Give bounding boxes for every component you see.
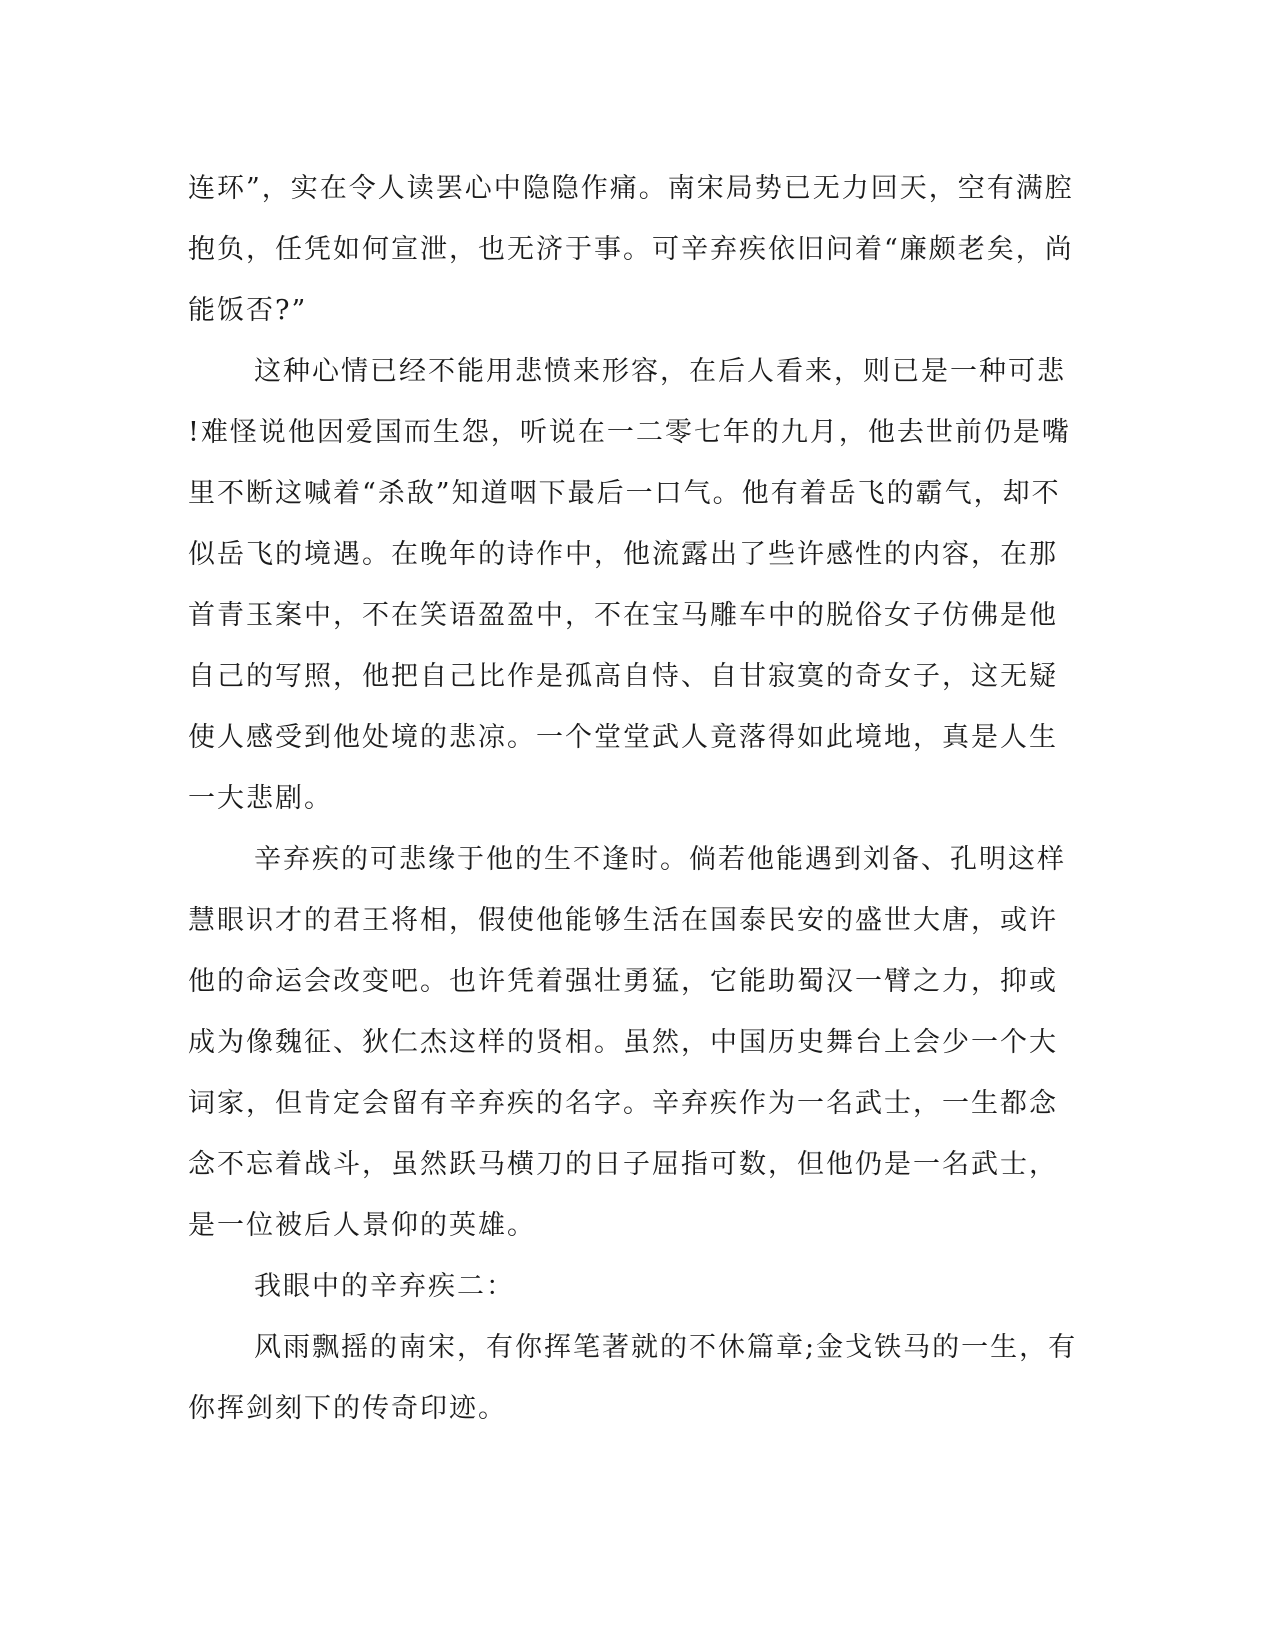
paragraph-start-line: 这种心情已经不能用悲愤来形容，在后人看来，则已是一种可悲 [254,356,1066,387]
text-line: 使人感受到他处境的悲凉。一个堂堂武人竟落得如此境地，真是人生 [188,722,1058,753]
text-line: 是一位被后人景仰的英雄。 [188,1210,536,1241]
text-line: 他的命运会改变吧。也许凭着强壮勇猛，它能助蜀汉一臂之力，抑或 [188,966,1058,997]
text-line: 词家，但肯定会留有辛弃疾的名字。辛弃疾作为一名武士，一生都念 [188,1088,1058,1119]
text-line: 一大悲剧。 [188,783,333,814]
text-line: 首青玉案中，不在笑语盈盈中，不在宝马雕车中的脱俗女子仿佛是他 [188,600,1058,631]
paragraph-start-line: 风雨飘摇的南宋，有你挥笔著就的不休篇章;金戈铁马的一生，有 [254,1332,1078,1363]
text-line: 能饭否?” [188,295,308,326]
text-line: !难怪说他因爱国而生怨，听说在一二零七年的九月，他去世前仍是嘴 [188,417,1071,448]
text-line: 连环”，实在令人读罢心中隐隐作痛。南宋局势已无力回天，空有满腔 [188,173,1074,204]
text-line: 抱负，任凭如何宣泄，也无济于事。可辛弃疾依旧问着“廉颇老矣，尚 [188,234,1074,265]
paragraph-start-line: 辛弃疾的可悲缘于他的生不逢时。倘若他能遇到刘备、孔明这样 [254,844,1066,875]
text-line: 慧眼识才的君王将相，假使他能够生活在国泰民安的盛世大唐，或许 [188,905,1058,936]
text-line: 成为像魏征、狄仁杰这样的贤相。虽然，中国历史舞台上会少一个大 [188,1027,1058,1058]
text-line: 似岳飞的境遇。在晚年的诗作中，他流露出了些许感性的内容，在那 [188,539,1058,570]
document-body [188,158,1088,1439]
text-line: 里不断这喊着“杀敌”知道咽下最后一口气。他有着岳飞的霸气，却不 [188,478,1061,509]
text-line: 你挥剑刻下的传奇印迹。 [188,1393,507,1424]
text-line: 自己的写照，他把自己比作是孤高自恃、自甘寂寞的奇女子，这无疑 [188,661,1058,692]
section-heading: 我眼中的辛弃疾二： [254,1271,515,1302]
text-line: 念不忘着战斗，虽然跃马横刀的日子屈指可数，但他仍是一名武士， [188,1149,1058,1180]
